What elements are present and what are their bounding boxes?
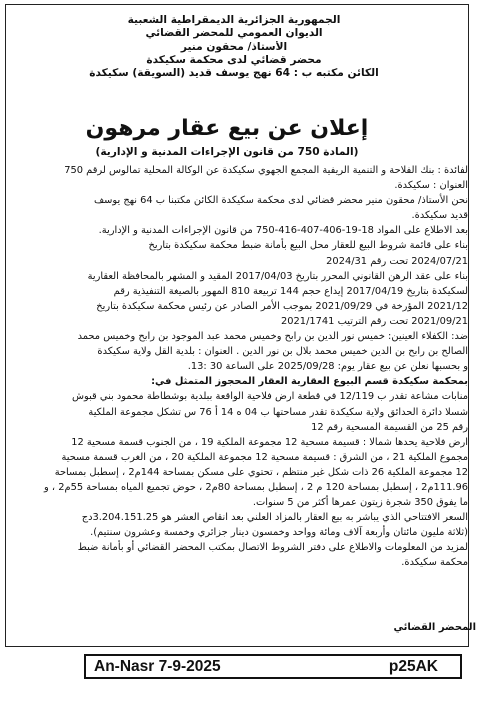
body-line: نحن الأستاذ/ محقون منير محضر قضائي لدى محكمة سكيكدة الكائن مكتبنا ب 64 نهج يوسف xyxy=(93,195,468,207)
newspaper-footer xyxy=(84,654,462,679)
body-line: ضد: الكفلاء العينين: خميس نور الدين بن رابح وخميس محمد عبد الموجود بن رابح وخميس محمد xyxy=(77,331,468,343)
body-line: ارض فلاحية يحدها شمالا : قسيمة مسحية 12 مجموعة الملكية 19 ، من الجنوب قسمة مسحية 12 xyxy=(71,436,468,448)
notice-subtitle: (المادة 750 من قانون الإجراءات المدنية و الإدارية) xyxy=(95,146,359,158)
header-line: الديوان العمومي للمحضر القضائي xyxy=(145,27,323,40)
ad-reference: p25AK xyxy=(388,657,438,675)
body-line: 111.96م2 ، إسطبل بمساحة 120 م 2 ، إسطبل بمساحة 80م2 ، حوض تجميع المياه بمساحة 55م2 ، و xyxy=(44,481,468,493)
body-line: بعد الاطلاع على المواد 18-19-406-407-416-750 من قانون الإجراءات المدنية و الإدارية. xyxy=(98,225,468,237)
body-line: رقم 25 من القسيمة المسحية رقم 12 xyxy=(311,421,468,433)
body-line: 12 مجموعة الملكية 26 ذات شكل غير منتظم ، تحتوي على مسكن بمساحة 144م2 ، إسطبل بمساحة xyxy=(54,466,468,478)
body-line: مجموع الملكية 21 ، من الشرق : قسيمة مسحية 12 مجموعة الملكية 20 ، من الغرب قسمة مسحية xyxy=(61,451,468,463)
body-line: العنوان : سكيكدة. xyxy=(394,180,468,192)
body-line: بمحكمة سكيكدة قسم البيوع العقارية العقار المحجوز المتمثل في: xyxy=(151,376,468,388)
body-line: لمزيد من المعلومات والاطلاع على دفتر الشروط الاتصال بمكتب المحضر القضائي أو بأمانة ضبط xyxy=(77,542,468,554)
body-line: محكمة سكيكدة. xyxy=(401,557,468,569)
body-line: بناء على عقد الرهن القانوني المحرر بتاريخ 2017/04/03 المقيد و المشهر بالمحافظة العقارية xyxy=(87,270,468,282)
body-line: و بحسبها نعلن عن بيع عقار يوم: 2025/09/28 على الساعة 30 :13. xyxy=(187,361,468,373)
body-line: الصالح بن رابح بن الدين خميس محمد بلال بن نور الدين . العنوان : بلدية القل ولاية سكيكدة xyxy=(97,346,468,358)
header-line: الكائن مكتبه ب : 64 نهج يوسف قديد (السويقة) سكيكدة xyxy=(89,67,379,80)
body-line: (ثلاثة مليون مائتان وأربعة آلاف ومائة وواحد وخمسون دينار جزائري وخمسة وعشرون سنتيم). xyxy=(90,527,468,539)
header-line: الأستاذ/ محقون منير xyxy=(180,40,288,53)
header-line: محضر قضائي لدى محكمة سكيكدة xyxy=(146,53,322,66)
header-line: الجمهورية الجزائرية الديمقراطية الشعبية xyxy=(127,14,341,26)
notice-title: إعلان عن بيع عقار مرهون xyxy=(85,116,369,141)
notice-frame xyxy=(5,4,469,647)
newspaper-issue: An-Nasr 7-9-2025 xyxy=(94,657,221,675)
body-line: 2021/09/21 تحت رقم الترتيب 2021/1741 xyxy=(281,315,468,327)
body-line: لسكيكدة بتاريخ 2017/04/19 إيداع حجم 144 تربيعة 810 المهور بالصيغة التنفيذية رقم xyxy=(113,285,468,297)
body-line: 2021/12 المؤرخة في 2021/09/29 بموجب الأمر الصادر عن رئيس محكمة سكيكدة بتاريخ xyxy=(96,300,468,312)
body-line: بناء على قائمة شروط البيع للعقار محل البيع بأمانة ضبط محكمة سكيكدة بتاريخ xyxy=(148,240,468,252)
notice-body xyxy=(21,163,468,571)
body-line: منابات مشاعة تقدر ب 12/119 في قطعة ارض فلاحية الواقعة ببلدية بوشطاطة محمود بني قبوش xyxy=(71,391,468,403)
body-line: قديد سكيكدة. xyxy=(411,210,468,222)
body-line: شسلا دائرة الحدائق ولاية سكيكدة تقدر مساحتها ب 04 ه 14 أ 76 س تشكل مجموعة الملكية xyxy=(88,406,468,418)
signer-label: المحضر القضائي xyxy=(393,622,476,633)
body-line: لفائدة : بنك الفلاحة و التنمية الريفية المجمع الجهوي سكيكدة عن الوكالة المحلية تمالوس لرقم 750 xyxy=(64,165,468,176)
body-line: ما يفوق 350 شجرة زيتون عمرها أكثر من 5 سنوات. xyxy=(252,497,468,509)
body-line: 2024/07/21 تحت رقم 2024/31 xyxy=(326,255,468,267)
body-line: السعر الافتتاحي الذي يباشر به بيع العقار بالمزاد العلني بعد انقاص العشر هو 3.204.151.25دج xyxy=(81,512,468,524)
notice-header xyxy=(14,14,454,80)
